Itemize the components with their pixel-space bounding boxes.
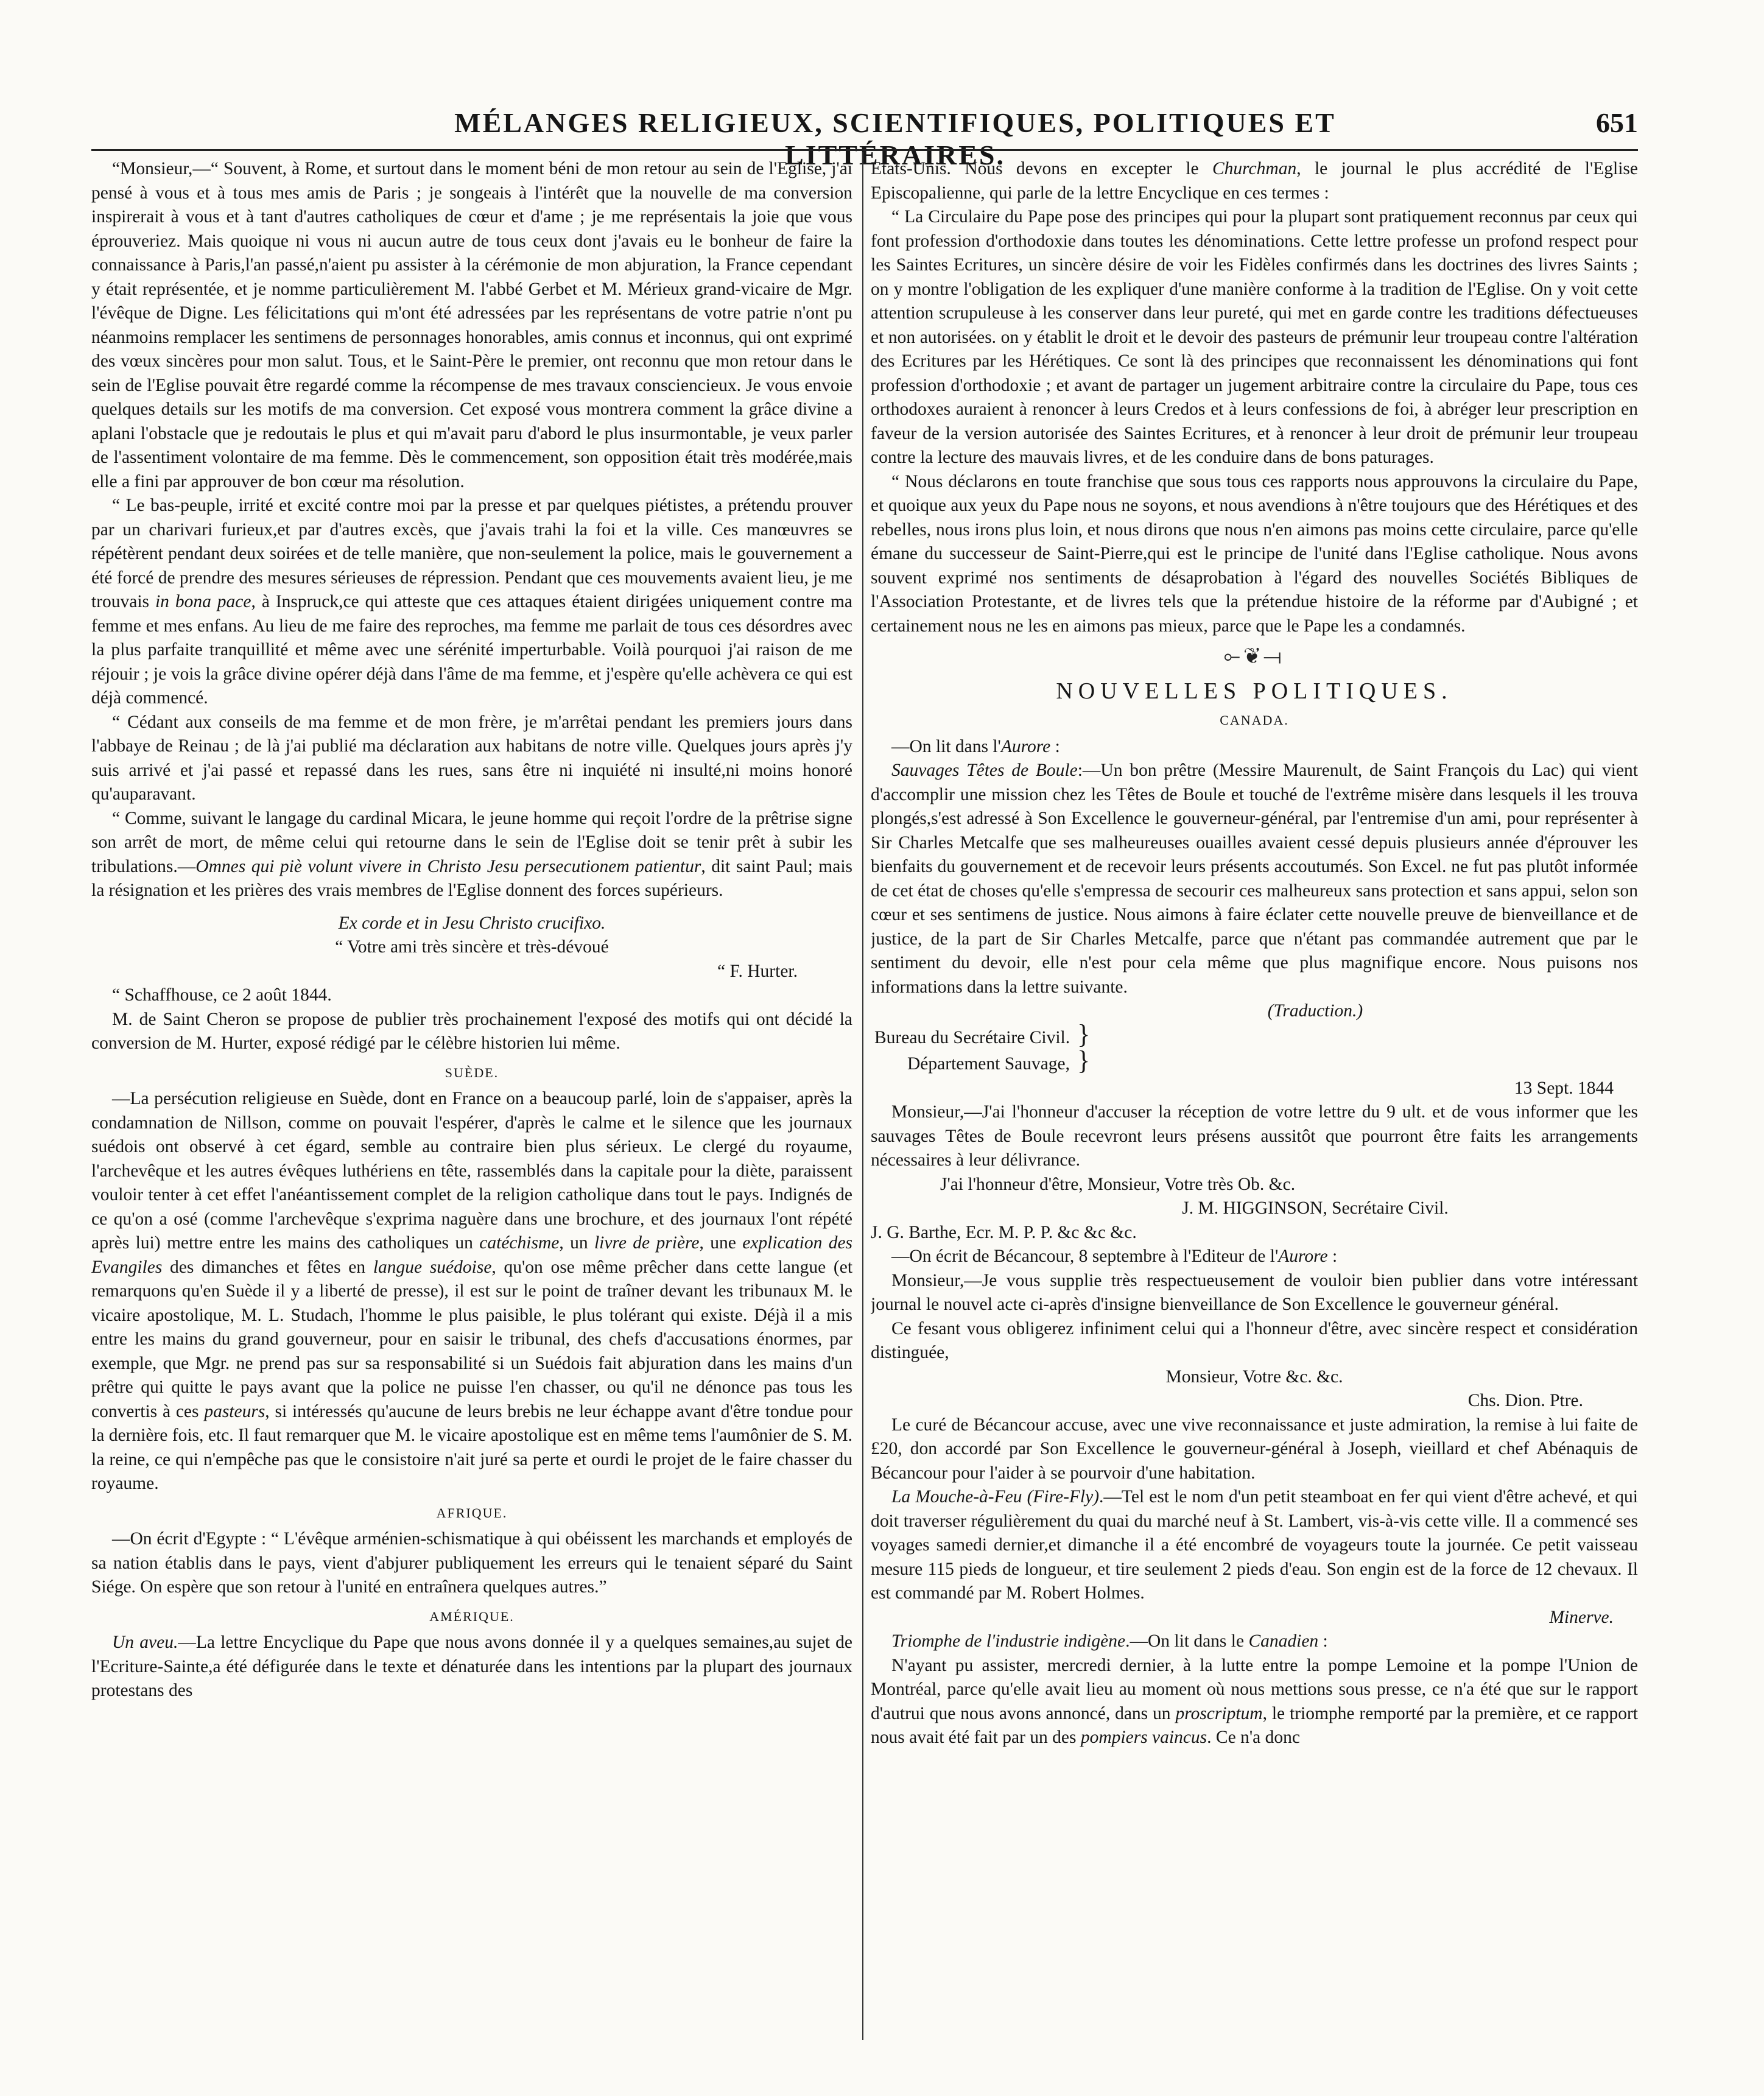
right-column bbox=[871, 157, 1638, 2057]
news-paragraph: Etats-Unis. Nous devons en excepter le Churchman, le journal le plus accrédité de l'Eglise Episcopalienne, qui parle de la lettre Encyclique en ces termes : bbox=[871, 159, 1638, 203]
letter-date: 13 Sept. 1844 bbox=[1514, 1078, 1614, 1098]
news-source: Minerve. bbox=[1549, 1607, 1614, 1627]
page-number: 651 bbox=[1596, 107, 1638, 138]
news-paragraph: Triomphe de l'industrie indigène.—On lit dans le Canadien : bbox=[891, 1631, 1328, 1651]
section-heading-afrique: AFRIQUE. bbox=[436, 1505, 508, 1521]
news-paragraph: —On écrit d'Egypte : “ L'évêque arménien-schismatique à qui obéissent les marchands et employés de sa nation établis dans le pays, vient d'abjurer publiquement les erreurs qui le tenaient séparé du Saint Siége. On espère que son retour à l'unité en entraînera quelques autres.” bbox=[91, 1529, 852, 1597]
signature-closing: “ Votre ami très sincère et très-dévoué bbox=[335, 937, 609, 957]
news-paragraph: —La persécution religieuse en Suède, dont en France on a beaucoup parlé, loin de s'appaiser, après la condamnation de Nillson, comme on pouvait l'espérer, d'après le calme et le silence que les journaux suédois ont observé à cet égard, semble au contraire bien plus sérieux. Le clergé du royaume, l'archevêque et les autres évêques luthériens en tête, rassemblés dans la capitale pour la diète, paraissent vouloir tenter à cet effet l'anéantissement complet de la religion catholique dans tout le pays. Indignés de ce qu'on a osé (comme l'archevêque s'exprima naguère dans une brochure, et des journaux l'ont répété après lui) mettre entre les mains des catholiques un catéchisme, un livre de prière, une explication des Evangiles des dimanches et fêtes en langue suédoise, qu'on ose même prêcher dans cette langue (et remarquons qu'en Suède il y a liberté de presse), il est sur le point de traîner devant les tribunaux M. le vicaire apostolique, M. L. Studach, l'homme le plus paisible, le plus tolérant qui existe. Déjà il a mis entre les mains du grand gouverneur, pour en saisir le tribunal, des chefs d'accusations énormes, par exemple, que Mgr. ne prend pas sur sa responsabilité si un Suédois fait abjuration dans les mains d'un prêtre qui quitte le pays avant que la police ne puisse l'en chasser, ou qu'il ne dénonce pas tous les convertis à ces pasteurs, si intéressés qu'aucune de leurs brebis ne leur échappe avant d'être tondue pour la dernière fois, etc. Il faut remarquer que M. le vicaire apostolique est en même tems l'aumônier de S. M. la reine, ce qui n'empêche pas que le consistoire n'ait juré sa perte et ourdi le projet de le faire chasser du royaume. bbox=[91, 1089, 852, 1493]
quoted-paragraph: “ Nous déclarons en toute franchise que sous tous ces rapports nous approuvons la circulaire du Pape, et quoique aux yeux du Pape nous ne soyons, et nous avendions à n'être toujours que des Hérétiques et des rebelles, nous irons plus loin, et nous dirons que nous n'en aimons pas moins cette circulaire, parce qu'elle émane du successeur de Saint-Pierre,qui est le principe de l'unité dans l'Eglise catholique. Nous avons souvent exprimé nos sentiments de désaprobation à l'égard des nouvelles Sociétés Bibliques de l'Association Protestante, et de livres tels que la prétendue histoire de la réforme par d'Aubigné ; et certainement nous ne les en aimons pas mieux, parce que le Pape les a condamnés. bbox=[871, 471, 1638, 636]
news-paragraph: —On écrit de Bécancour, 8 septembre à l'Editeur de l'Aurore : bbox=[891, 1247, 1338, 1266]
letter-signature: J. M. HIGGINSON, Secrétaire Civil. bbox=[1182, 1198, 1449, 1218]
section-title-nouvelles: NOUVELLES POLITIQUES. bbox=[1056, 678, 1453, 704]
letter-paragraph: Monsieur,—Je vous supplie très respectueusement de vouloir bien publier dans votre intéressant journal le nouvel acte ci-après d'insigne bienveillance de Son Excellence le gouverneur général. bbox=[871, 1270, 1638, 1314]
news-paragraph: Un aveu.—La lettre Encyclique du Pape que nous avons donnée il y a quelques semaines,au sujet de l'Ecriture-Sainte,a été défigurée dans le texte et dénaturée dans les intentions par la plupart des journaux protestans des bbox=[91, 1633, 852, 1700]
translation-note: (Traduction.) bbox=[1267, 1001, 1363, 1021]
section-heading-suede: SUÈDE. bbox=[445, 1064, 499, 1080]
news-paragraph: Le curé de Bécancour accuse, avec une vive reconnaissance et juste admiration, la remise à lui faite de £20, don accordé par Son Excellence le gouverneur-général à Joseph, vieillard et chef Abénaquis de Bécancour pour l'aider à se pourvoir d'une habitation. bbox=[871, 1415, 1638, 1483]
brace-glyph: } bbox=[1077, 1019, 1091, 1049]
news-paragraph: —On lit dans l'Aurore : bbox=[891, 736, 1060, 756]
ornament-divider: ⟜❦⟞ bbox=[1223, 645, 1285, 667]
news-paragraph: M. de Saint Cheron se propose de publier très prochainement l'exposé des motifs qui ont décidé la conversion de M. Hurter, exposé rédigé par le célèbre historien lui même. bbox=[91, 1009, 852, 1053]
letter-paragraph: Ce fesant vous obligerez infiniment celui qui a l'honneur d'être, avec sincère respect et considération distinguée, bbox=[871, 1318, 1638, 1362]
quoted-paragraph: “ La Circulaire du Pape pose des principes qui pour la plupart sont pratiquement reconnus par ceux qui font profession d'orthodoxie dans toutes les dénominations. Cette lettre professe un profond respect pour les Saintes Ecritures, un sincère désire de voir les Fidèles confirmés dans les doctrines des livres Saints ; on y montre l'obligation de les expliquer d'une manière conforme à la tradition de l'Eglise. On y voit cette attention scrupuleuse à les conserver dans leur pureté, qui met en garde contre les traditions défectueuses et non autorisées. on y établit le droit et le devoir des pasteurs de prémunir leur troupeau contre l'altération des Ecritures par les Hérétiques. Ce sont là des principes que reconnaissent les dénominations qui font profession d'orthodoxie ; et avant de partager un jugement arbitraire contre la circulaire du Pape, tous ces orthodoxes auraient à renoncer à leurs Credos et à leurs confessions de foi, à abréger leur prescription en faveur de la version autorisée des Saintes Ecritures, et à renoncer à leur droit de prémunir leur troupeau contre la lecture des mauvais livres, et de les conduire dans de bons paturages. bbox=[871, 207, 1638, 467]
left-column bbox=[91, 157, 852, 2057]
news-paragraph: N'ayant pu assister, mercredi dernier, à la lutte entre la pompe Lemoine et la pompe l'Union de Montréal, parce qu'elle avait lieu au moment où nous mettions sous presse, ce n'a été que sur le rapport d'autrui que nous avons annoncé, dans un proscriptum, le triomphe remporté par la première, et ce rapport nous avait été fait par un des pompiers vaincus. Ce n'a donc bbox=[871, 1655, 1638, 1747]
letter-paragraph: “Monsieur,—“ Souvent, à Rome, et surtout dans le moment béni de mon retour au sein de l'Eglise, j'ai pensé à vous et à tous mes amis de Paris ; je songeais à l'intérêt que la nouvelle de ma conversion inspirerait à vous et à tant d'autres catholiques de cœur et d'ame ; je me représentais la joie que vous éprouveriez. Mais quoique ni vous ni aucun autre de tous ceux dont j'avais eu le bonheur de faire la connaissance à Paris,l'an passé,n'aient pu assister à la cérémonie de mon abjuration, la France cependant y était représentée, et je nomme particulièrement M. l'abbé Gerbet et M. Mérieux grand-vicaire de Mgr. l'évêque de Digne. Les félicitations qui m'ont été adressées par les représentans de votre patrie n'ont pu néanmoins remplacer les sentimens de personnages honorables, amis connus et inconnus, qui ont exprimé des vœux sincères pour mon salut. Tous, et le Saint-Père le premier, ont reconnu que mon retour dans le sein de l'Eglise pouvait être regardé comme la récompense de mes travaux consciencieux. Je vous envoie quelques details sur les motifs de ma conversion. Cet exposé vous montrera comment la grâce divine a aplani l'obstacle que je redoutais le plus et qui m'avait paru d'abord le plus insurmontable, je veux parler de l'assentiment volontaire de ma femme. Dès le commencement, son opposition était très modérée,mais elle a fini par approuver de bon cœur ma résolution. bbox=[91, 159, 852, 491]
letter-recipient: J. G. Barthe, Ecr. M. P. P. &c &c &c. bbox=[871, 1222, 1137, 1242]
letter-closing: J'ai l'honneur d'être, Monsieur, Votre très Ob. &c. bbox=[940, 1174, 1296, 1194]
signature-name: “ F. Hurter. bbox=[717, 961, 798, 981]
section-heading-amerique: AMÉRIQUE. bbox=[429, 1608, 515, 1624]
letter-signature: Chs. Dion. Ptre. bbox=[1467, 1391, 1583, 1410]
running-header bbox=[91, 107, 1638, 171]
letter-closing: Monsieur, Votre &c. &c. bbox=[1165, 1366, 1343, 1387]
address-line: Département Sauvage, } bbox=[907, 1046, 1091, 1075]
header-rule bbox=[91, 149, 1638, 151]
header-title: MÉLANGES RELIGIEUX, SCIENTIFIQUES, POLITIQUES ET LITTÉRAIRES. bbox=[454, 107, 1336, 171]
letter-place-date: “ Schaffhouse, ce 2 août 1844. bbox=[112, 985, 332, 1005]
address-line: Bureau du Secrétaire Civil. } bbox=[874, 1019, 1091, 1049]
news-paragraph: Sauvages Têtes de Boule:—Un bon prêtre (Messire Maurenult, de Saint François du Lac) qui vient d'accomplir une mission chez les Têtes de Boule et touché de l'extrême misère dans lesquels il les trouva plongés,s'est adressé à Son Excellence le gouverneur-général, par l'entremise d'un ami, pour représenter à Sir Charles Metcalfe que ses malheureuses ouailles avaient cessé depuis plusieurs année d'éprouver les bienfaits du gouvernement et de recevoir leurs présents accoutumés. Son Excel. ne fut pas plutôt informée de cet état de choses qu'elle s'empressa de secourir ces malheureux sans protection et sans appui, selon son cœur et ses sentimens de justice. Nous aimons à faire éclater cette nouvelle preuve de bienveillance et de justice, de la part de Sir Charles Metcalfe, parce que n'étant pas commandée autrement que par le sentiment du devoir, elle n'est pour cela même que plus magnifique encore. Nous puisons nos informations dans la lettre suivante. bbox=[871, 761, 1638, 997]
letter-paragraph: “ Comme, suivant le langage du cardinal Micara, le jeune homme qui reçoit l'ordre de la prêtrise signe son arrêt de mort, de même celui qui retourne dans le sein de l'Eglise doit se tenir prêt à subir les tribulations.—Omnes qui piè volunt vivere in Christo Jesu persecutionem patientur, dit saint Paul; mais la résignation et les prières des vrais membres de l'Eglise donnent des forces supérieurs. bbox=[91, 808, 852, 900]
signature-motto: Ex corde et in Jesu Christo crucifixo. bbox=[338, 913, 606, 933]
letter-paragraph: Monsieur,—J'ai l'honneur d'accuser la réception de votre lettre du 9 ult. et de vous informer que les sauvages Têtes de Boule recevront leurs présens aussitôt que pourront être faits les arrangements nécessaires à leur délivrance. bbox=[871, 1102, 1638, 1170]
letter-paragraph: “ Cédant aux conseils de ma femme et de mon frère, je m'arrêtai pendant les premiers jours dans l'abbaye de Reinau ; de là j'ai publié ma déclaration aux habitans de notre ville. Quelques jours après j'y suis arrivé et j'ai passé et repassé dans les rues, sans être ni inquiété ni insulté,ni moins honoré qu'auparavant. bbox=[91, 712, 852, 804]
brace-glyph: } bbox=[1077, 1046, 1091, 1075]
column-rule bbox=[862, 152, 863, 2040]
letter-paragraph: “ Le bas-peuple, irrité et excité contre moi par la presse et par quelques piétistes, a prétendu prouver par un charivari furieux,et par d'autres excès, que j'avais trahi la foi et la ville. Ces manœuvres se répétèrent pendant deux soirées et de telle manière, que non-seulement la police, mais le gouvernement a été forcé de prendre des mesures sérieuses de répression. Pendant que ces mouvements avaient lieu, je me trouvais in bona pace, à Inspruck,ce qui atteste que ces attaques étaient dirigées uniquement contre ma femme et mes enfans. Au lieu de me faire des reproches, ma femme me parlait de tous ces désordres avec la plus parfaite tranquillité et même avec une sérénité imperturbable. Voilà pourquoi j'ai raison de me réjouir ; je vois la grâce divine opérer déjà dans l'âme de ma femme, et j'espère qu'elle achèvera ce qui est déjà commencé. bbox=[91, 496, 852, 708]
section-heading-canada: CANADA. bbox=[1220, 712, 1289, 728]
news-paragraph: La Mouche-à-Feu (Fire-Fly).—Tel est le nom d'un petit steamboat en fer qui vient d'être achevé, et qui doit traverser régulièrement du quai du marché neuf à St. Lambert, vis-à-vis cette ville. Il a commencé ses voyages samedi dernier,et dimanche il a été encombré de voyageurs toute la journée. Ce petit vaisseau mesure 115 pieds de longueur, et tire seulement 2 pieds d'eau. Son engin est de la force de 12 chevaux. Il est commandé par M. Robert Holmes. bbox=[871, 1487, 1638, 1603]
